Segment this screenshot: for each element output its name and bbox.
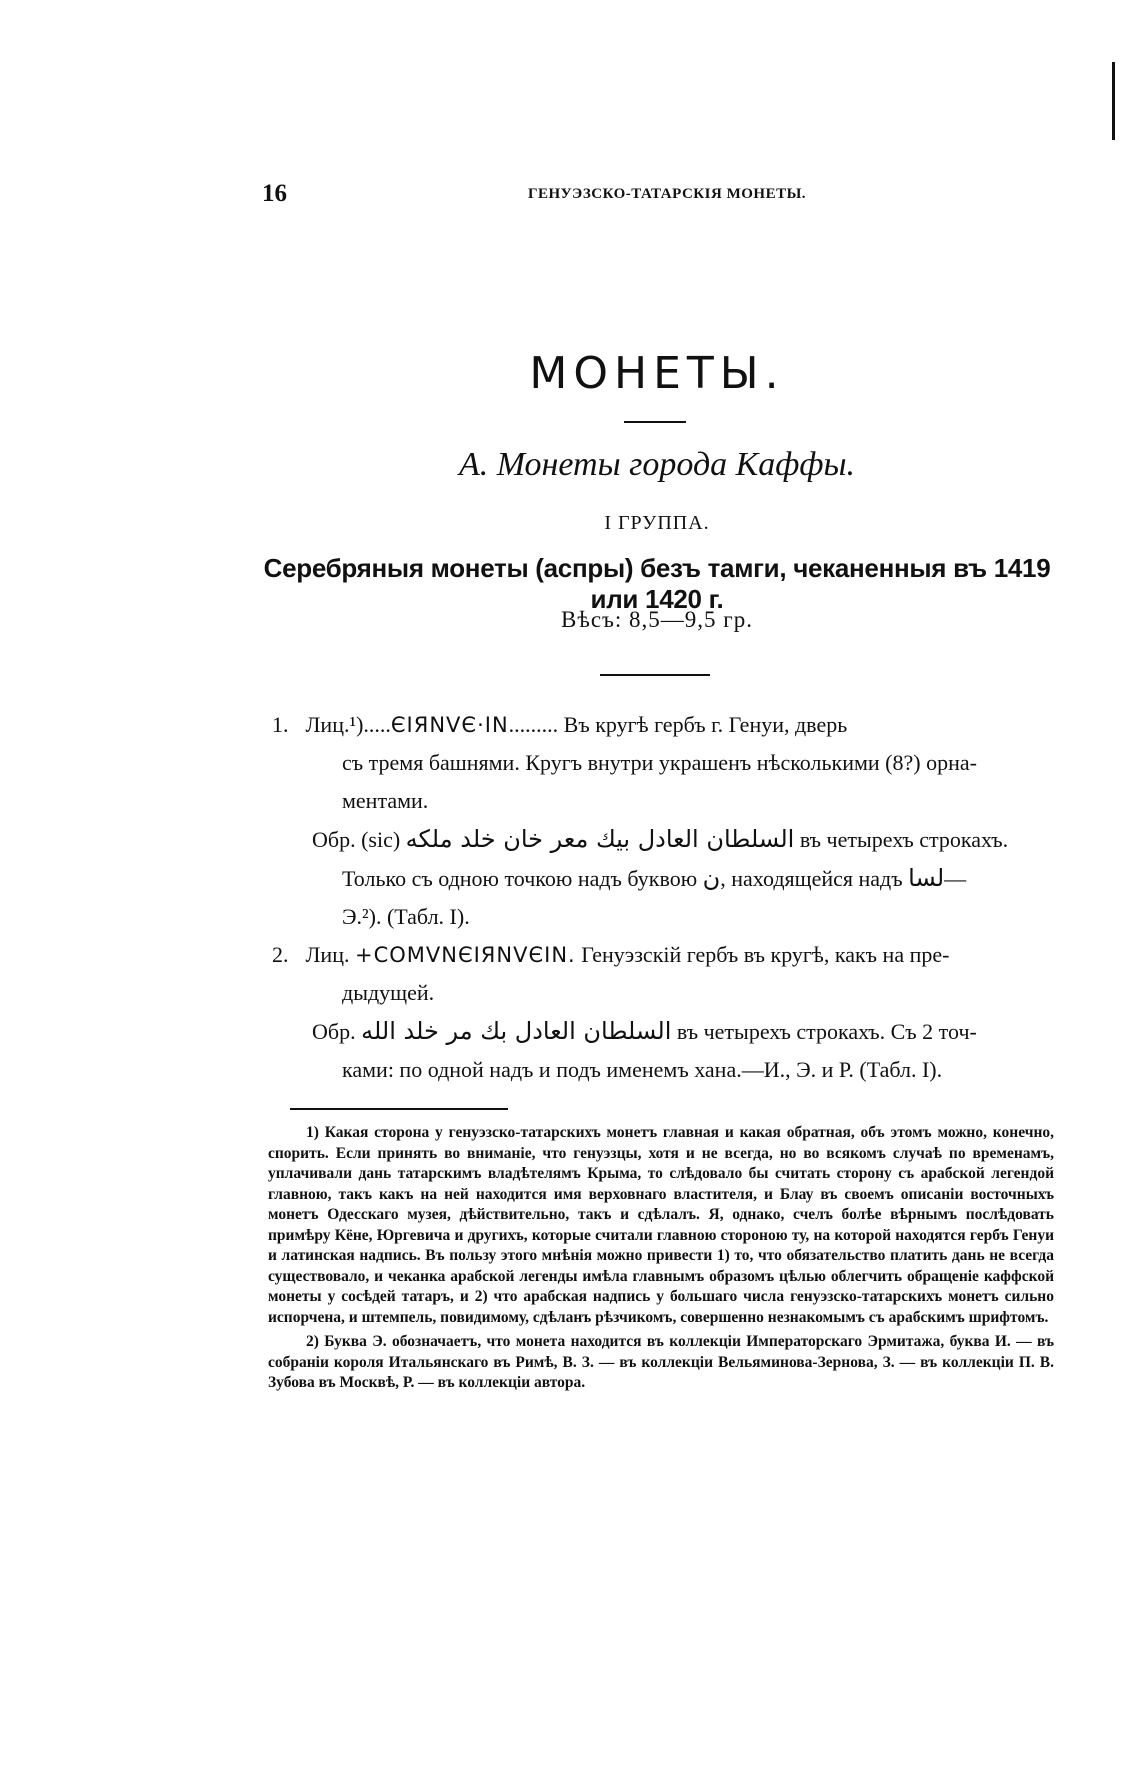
entry-1-reverse-cont: Э.²). (Табл. I). [342, 904, 470, 929]
reverse-note: — [944, 866, 967, 891]
running-title: ГЕНУЭЗСКО-ТАТАРСКІЯ МОНЕТЫ. [527, 186, 807, 202]
reverse-label: Обр. [312, 1019, 356, 1044]
entry-1-obverse-cont: съ тремя башнями. Кругъ внутри украшенъ нѣсколькими (8?) орна- [342, 750, 977, 775]
entry-number: 2. [272, 942, 289, 967]
coin-entries [272, 706, 1052, 1089]
arabic-letter: ن [702, 864, 721, 892]
obverse-label: Лиц.¹) [305, 712, 364, 737]
entry-2-obverse-cont: дыдущей. [342, 980, 435, 1005]
title-rule [624, 421, 686, 423]
reverse-note: , находящейся надъ [720, 866, 903, 891]
footnotes [268, 1123, 1054, 1394]
page-number: 16 [262, 180, 287, 207]
reverse-label: Обр. (sic) [312, 827, 401, 852]
running-head [262, 180, 1052, 220]
obverse-label: Лиц. [305, 942, 350, 967]
obverse-description: Генуэзскій гербъ въ кругѣ, какъ на пре- [581, 942, 950, 967]
dots: ..... [363, 712, 391, 737]
subtitle: Серебряныя монеты (аспры) безъ тамги, чеканенныя въ 1419 или 1420 г. [263, 553, 1051, 614]
arabic-legend: السلطان العادل بيك معر خان خلد ملكه [405, 825, 795, 853]
footnote-1: 1) Какая сторона у генуэзско-татарскихъ монетъ главная и какая обратная, объ этомъ можно, конечно, спорить. Если принять во вниманіе, что генуэзцы, хотя и не всегда, но во всякомъ случаѣ по временамъ, уплачивали дань татарскимъ владѣтелямъ Крыма, то слѣдовало бы считать сторону съ арабской легендой главною, такъ какъ на ней находится имя верховнаго властителя, и Блау въ своемъ описаніи восточныхъ монетъ Одесскаго музея, дѣйствительно, такъ и сдѣлалъ. Я, однако, счелъ болѣе вѣрнымъ послѣдовать примѣру Кёне, Юргевича и другихъ, которые считали главною стороною ту, на которой находятся гербъ Генуи и латинская надпись. Въ пользу этого мнѣнія можно привести 1) то, что обязательство платить дань не всегда существовало, и чеканка арабской легенды имѣла главнымъ образомъ цѣлью облегчить обращеніе каффской монеты у сосѣдей татаръ, и 2) что арабская надпись у большаго числа генуэзско-татарскихъ монетъ сильно испорчена, и штемпель, повидимому, сдѣланъ рѣзчикомъ, совершенно незнакомымъ съ арабскимъ шрифтомъ. [268, 1124, 1054, 1326]
entry-1-reverse [272, 820, 1052, 859]
latin-legend: ЄIЯNVЄ·IN [390, 713, 509, 737]
footnote-rule [290, 1108, 508, 1110]
entry-1-reverse-cont [272, 859, 1052, 898]
entry-1-obverse-cont: ментами. [342, 788, 429, 813]
entry-number: 1. [272, 712, 289, 737]
entry-2-reverse-cont: ками: по одной надъ и подъ именемъ хана.—И., Э. и Р. (Табл. I). [342, 1057, 943, 1082]
entry-2-obverse [272, 936, 1052, 974]
obverse-description: Въ кругѣ гербъ г. Генуи, дверь [563, 712, 848, 737]
reverse-note: Только съ одною точкою надъ буквою [342, 866, 698, 891]
scan-edge-mark [1112, 62, 1115, 140]
section-rule [600, 674, 710, 676]
dots: ......... [508, 712, 559, 737]
arabic-legend: السلطان العادل بك مر خلد الله [361, 1017, 672, 1045]
main-title: МОНЕТЫ. [529, 348, 785, 399]
section-title: А. Монеты города Каффы. [458, 446, 856, 483]
arabic-word: لسا [908, 864, 945, 892]
group-title: I ГРУППА. [604, 512, 710, 534]
entry-2-reverse [272, 1012, 1052, 1051]
weight-line: Вѣсъ: 8,5—9,5 гр. [560, 607, 753, 632]
entry-1-obverse [272, 706, 1052, 744]
latin-legend: +COMVNЄIЯNVЄIN. [354, 943, 576, 967]
reverse-description: въ четырехъ строкахъ. [799, 827, 1009, 852]
footnote-2: 2) Буква Э. обозначаетъ, что монета находится въ коллекціи Императорскаго Эрмитажа, буква И. — въ собраніи короля Итальянскаго въ Римѣ, В. З. — въ коллекціи Вельяминова-Зернова, З. — въ коллекціи П. В. Зубова въ Москвѣ, Р. — въ коллекціи автора. [268, 1333, 1054, 1391]
reverse-description: въ четырехъ строкахъ. Съ 2 точ- [676, 1019, 977, 1044]
